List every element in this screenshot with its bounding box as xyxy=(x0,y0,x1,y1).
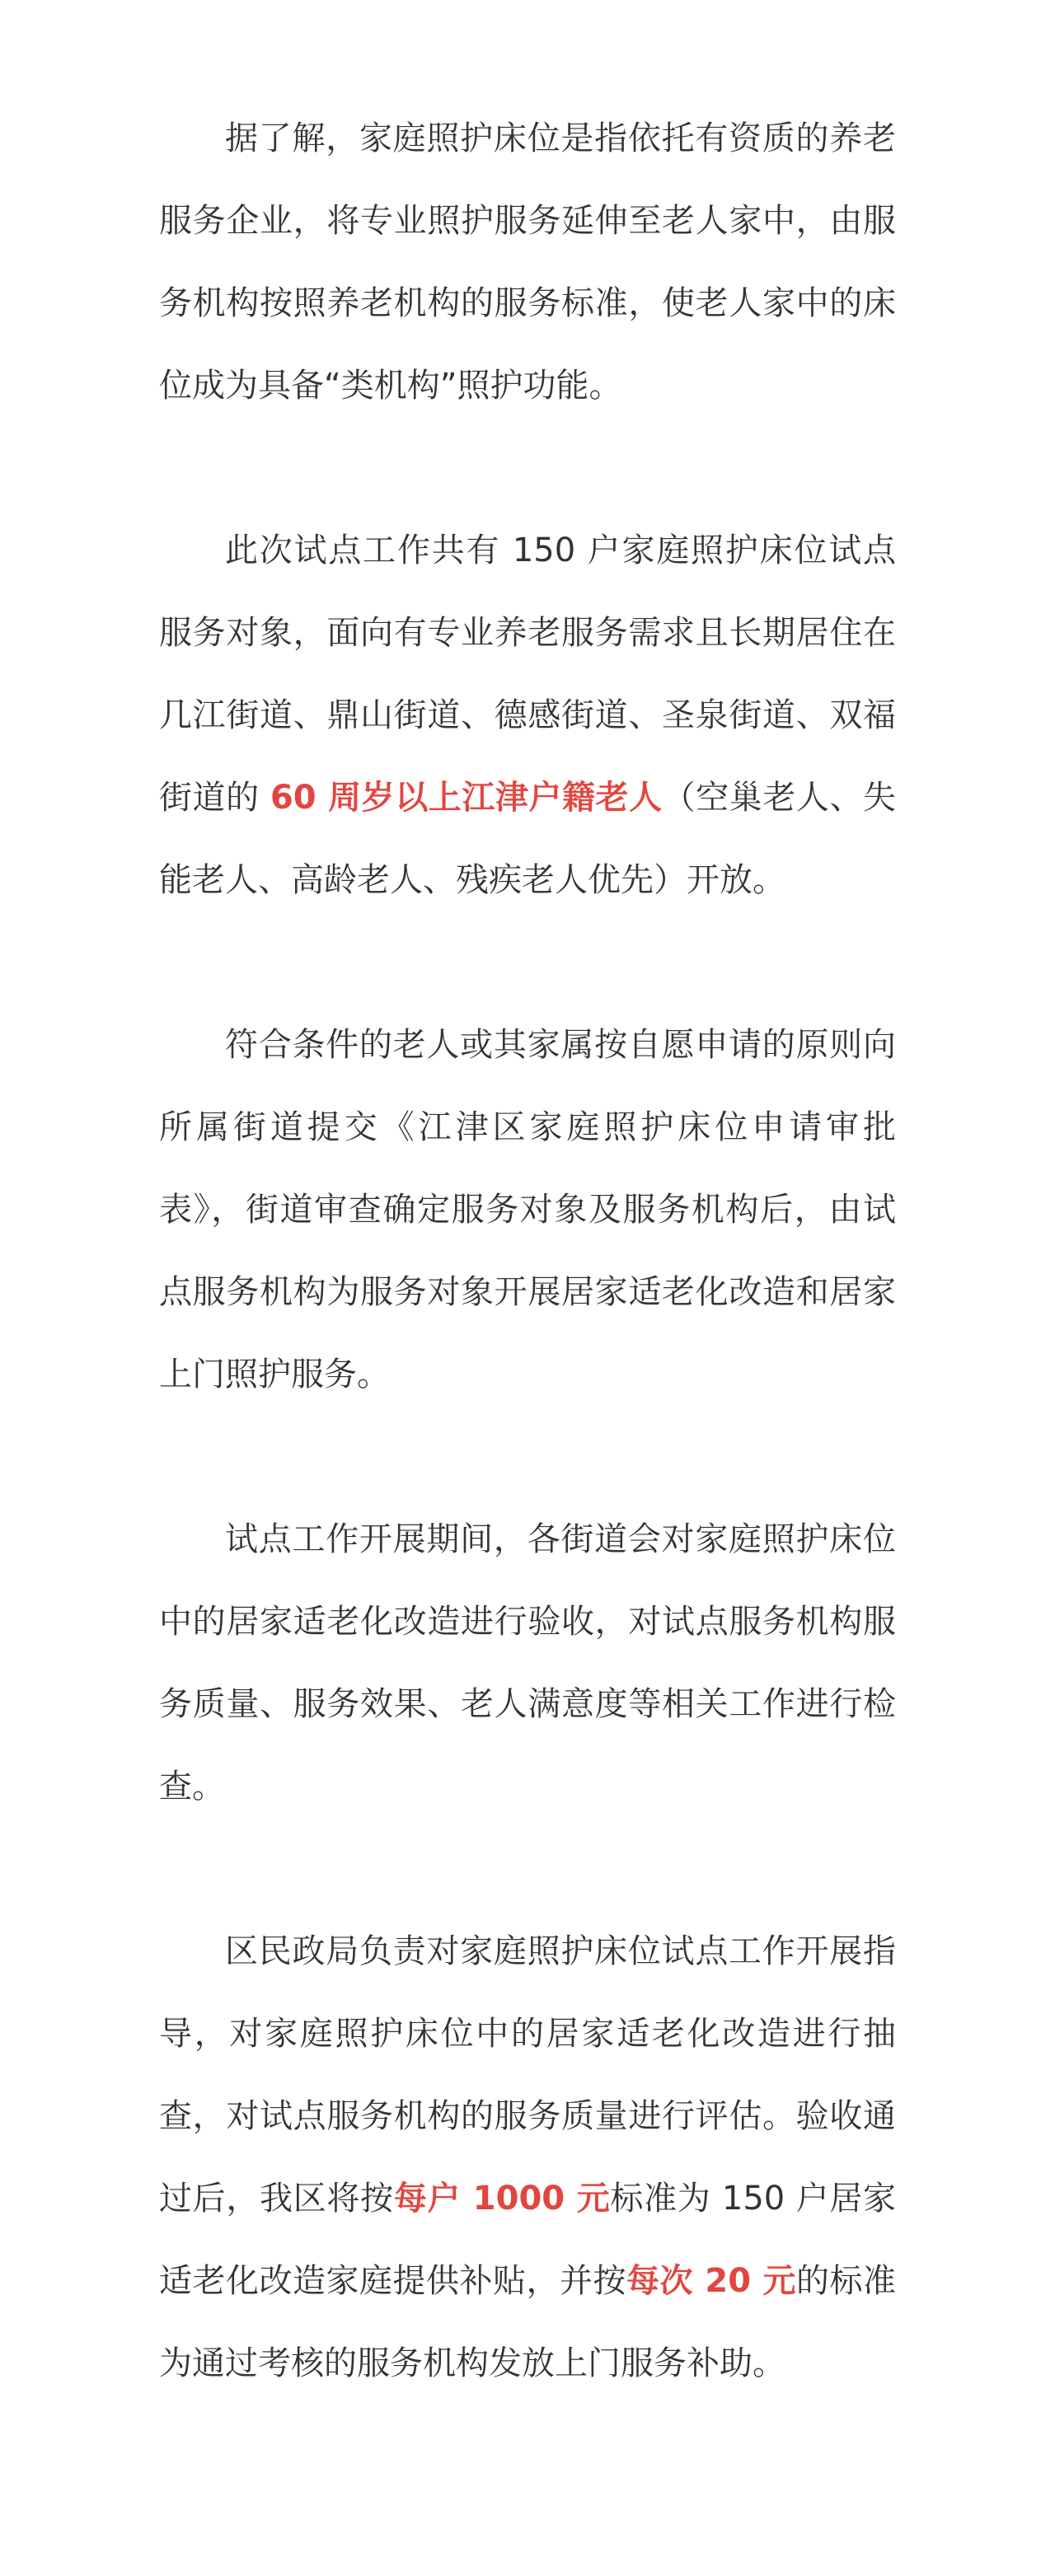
article-body xyxy=(159,97,896,2487)
paragraph-inspection xyxy=(159,1498,896,1828)
paragraph-text: 标准为 150 户居家适老化改造家庭提供补贴，并按 xyxy=(159,2180,897,2300)
paragraph-text: 此次试点工作共有 150 户家庭照护床位试点服务对象，面向有专业养老服务需求且长期居住在几江街道、鼎山街道、德感街道、圣泉街道、双福街道的 xyxy=(159,532,896,817)
paragraph-subsidy xyxy=(159,1910,896,2405)
paragraph-text: （空巢老人、失能老人、高龄老人、残疾老人优先）开放。 xyxy=(159,779,897,899)
highlight-subsidy-per-visit: 每次 20 元 xyxy=(626,2262,797,2300)
paragraph-application xyxy=(159,1004,896,1416)
paragraph-text: 区民政局负责对家庭照护床位试点工作开展指导，对家庭照护床位中的居家适老化改造进行抽查，对试点服务机构的服务质量进行评估。验收通过后，我区将按 xyxy=(159,1932,896,2218)
paragraph-pilot-scope xyxy=(159,509,896,921)
highlight-eligible-age: 60 周岁以上江津户籍老人 xyxy=(270,779,663,817)
paragraph-text: 据了解，家庭照护床位是指依托有资质的养老服务企业，将专业照护服务延伸至老人家中，由服务机构按照养老机构的服务标准，使老人家中的床位成为具备“类机构”照护功能。 xyxy=(159,119,896,405)
paragraph-text: 的标准为通过考核的服务机构发放上门服务补助。 xyxy=(159,2262,897,2382)
paragraph-text: 符合条件的老人或其家属按自愿申请的原则向所属街道提交《江津区家庭照护床位申请审批表》，街道审查确定服务对象及服务机构后，由试点服务机构为服务对象开展居家适老化改造和居家上门照护服务。 xyxy=(159,1026,896,1393)
paragraph-definition xyxy=(159,97,896,427)
highlight-subsidy-per-household: 每户 1000 元 xyxy=(393,2180,611,2218)
paragraph-text: 试点工作开展期间，各街道会对家庭照护床位中的居家适老化改造进行验收，对试点服务机构服务质量、服务效果、老人满意度等相关工作进行检查。 xyxy=(159,1520,896,1806)
